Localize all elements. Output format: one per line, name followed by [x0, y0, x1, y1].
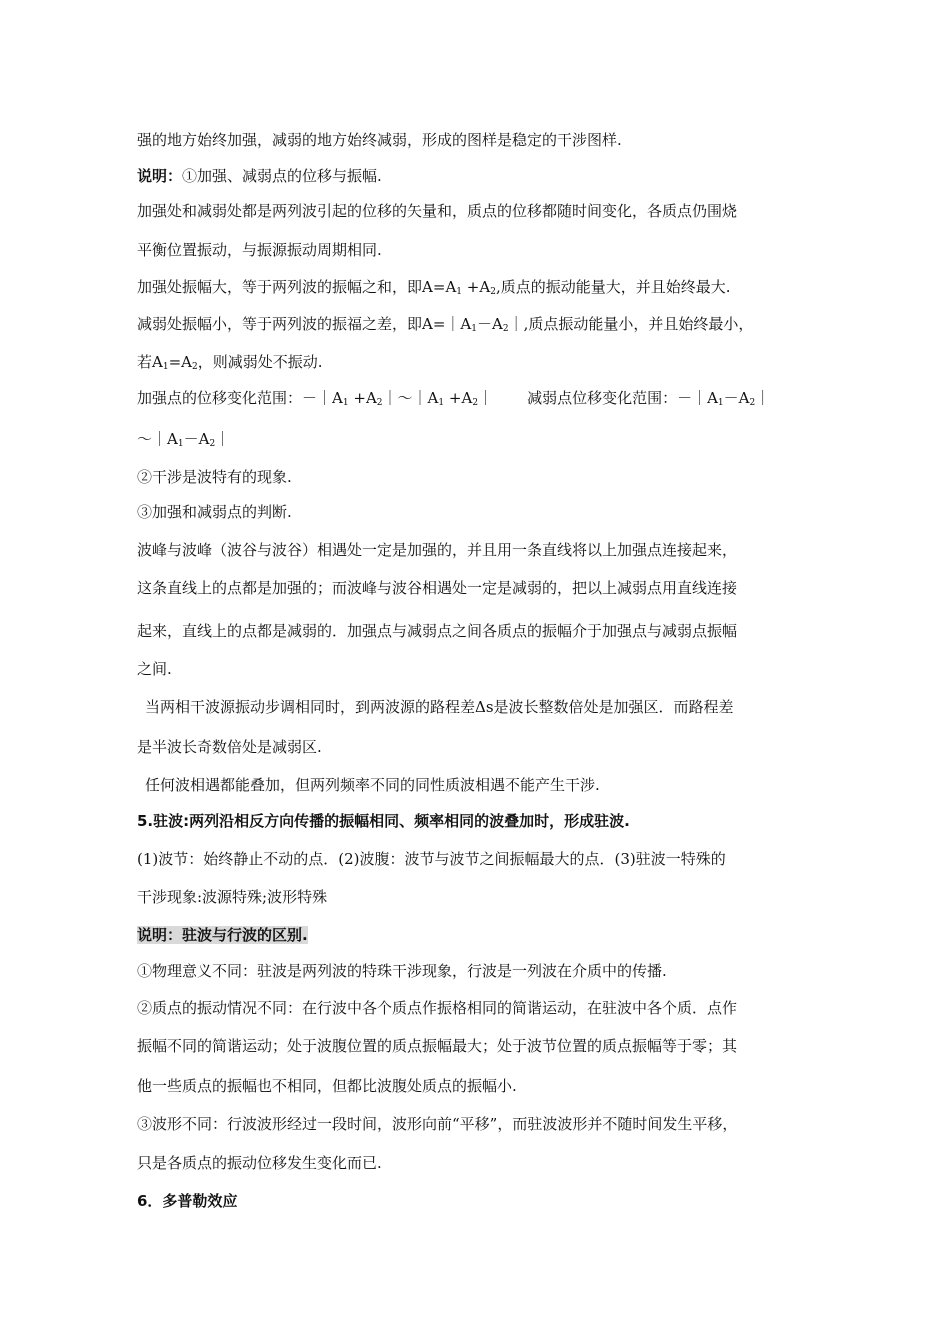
text-line: (1)波节：始终静止不动的点．(2)波腹：波节与波节之间振幅最大的点．(3)驻波一特殊的 — [137, 850, 726, 868]
text-line: 加强处和减弱处都是两列波引起的位移的矢量和，质点的位移都随时间变化，各质点仍围烧 — [137, 202, 738, 220]
text-line: ③加强和减弱点的判断. — [137, 503, 292, 521]
text-line: 波峰与波峰（波谷与波谷）相遇处一定是加强的，并且用一条直线将以上加强点连接起来， — [137, 541, 738, 559]
formula-line-equal: 若$A_1=A_2$，则减弱处不振动. — [137, 353, 323, 372]
text-line: 之间. — [137, 660, 172, 678]
text-line: ②干涉是波特有的现象. — [137, 468, 292, 486]
text-line: 当两相干波源振动步调相同时，到两波源的路程差Δs是波长整数倍处是加强区．而路程差 — [145, 698, 734, 716]
text-line: 是半波长奇数倍处是减弱区. — [137, 738, 322, 756]
text-line: 振幅不同的简谐运动；处于波腹位置的质点振幅最大；处于波节位置的质点振幅等于零；其 — [137, 1037, 738, 1055]
section-heading-standing-wave: 5.驻波:两列沿相反方向传播的振幅相同、频率相同的波叠加时，形成驻波. — [137, 812, 630, 830]
note-line — [137, 166, 827, 186]
text-line: 任何波相遇都能叠加，但两列频率不同的同性质波相遇不能产生干涉. — [145, 776, 600, 794]
highlighted-note — [137, 925, 827, 945]
formula-line-weak: 减弱处振幅小，等于两列波的振福之差，即$A=|A_1-A_2|$,质点振动能量小，并且始终最小， — [137, 315, 754, 334]
text-line: ①物理意义不同：驻波是两列波的特珠干涉现象，行波是一列波在介质中的传播. — [137, 962, 667, 980]
text-line: 平衡位置振动，与振源振动周期相同. — [137, 241, 382, 259]
text-line: 这条直线上的点都是加强的；而波峰与波谷相遇处一定是减弱的，把以上减弱点用直线连接 — [137, 579, 738, 597]
formula-line-range-cont: $\sim|A_1-A_2|$ — [137, 430, 231, 449]
highlighted-note-text: 说明：驻波与行波的区别. — [137, 926, 308, 944]
text-line: 起来，直线上的点都是减弱的．加强点与减弱点之间各质点的振幅介于加强点与减弱点振幅 — [137, 622, 738, 640]
text-line: ②质点的振动情况不同：在行波中各个质点作振格相同的简谐运动，在驻波中各个质．点作 — [137, 999, 738, 1017]
text-line: ③波形不同：行波波形经过一段时间，波形向前“平移”，而驻波波形并不随时间发生平移， — [137, 1115, 738, 1133]
note-text: ①加强、减弱点的位移与振幅. — [182, 167, 382, 185]
text-line: 他一些质点的振幅也不相同，但都比波腹处质点的振幅小. — [137, 1077, 517, 1095]
formula-line-strong: 加强处振幅大，等于两列波的振幅之和，即$A=A_1 +A_2$,质点的振动能量大，并且始终最大. — [137, 278, 731, 297]
note-label: 说明： — [137, 167, 183, 185]
formula-line-range: 加强点的位移变化范围：$-|A_1$ $+A_2|\sim|A_1$ $+A_2|$ 减弱点位移变化范围：$-|A_1-A_2|$ — [137, 389, 771, 408]
text-line: 干涉现象:波源特殊;波形特殊 — [137, 888, 328, 906]
text-line: 强的地方始终加强，减弱的地方始终减弱，形成的图样是稳定的干涉图样. — [137, 131, 622, 149]
section-heading-doppler: 6．多普勒效应 — [137, 1192, 238, 1210]
text-line: 只是各质点的振动位移发生变化而已. — [137, 1154, 382, 1172]
